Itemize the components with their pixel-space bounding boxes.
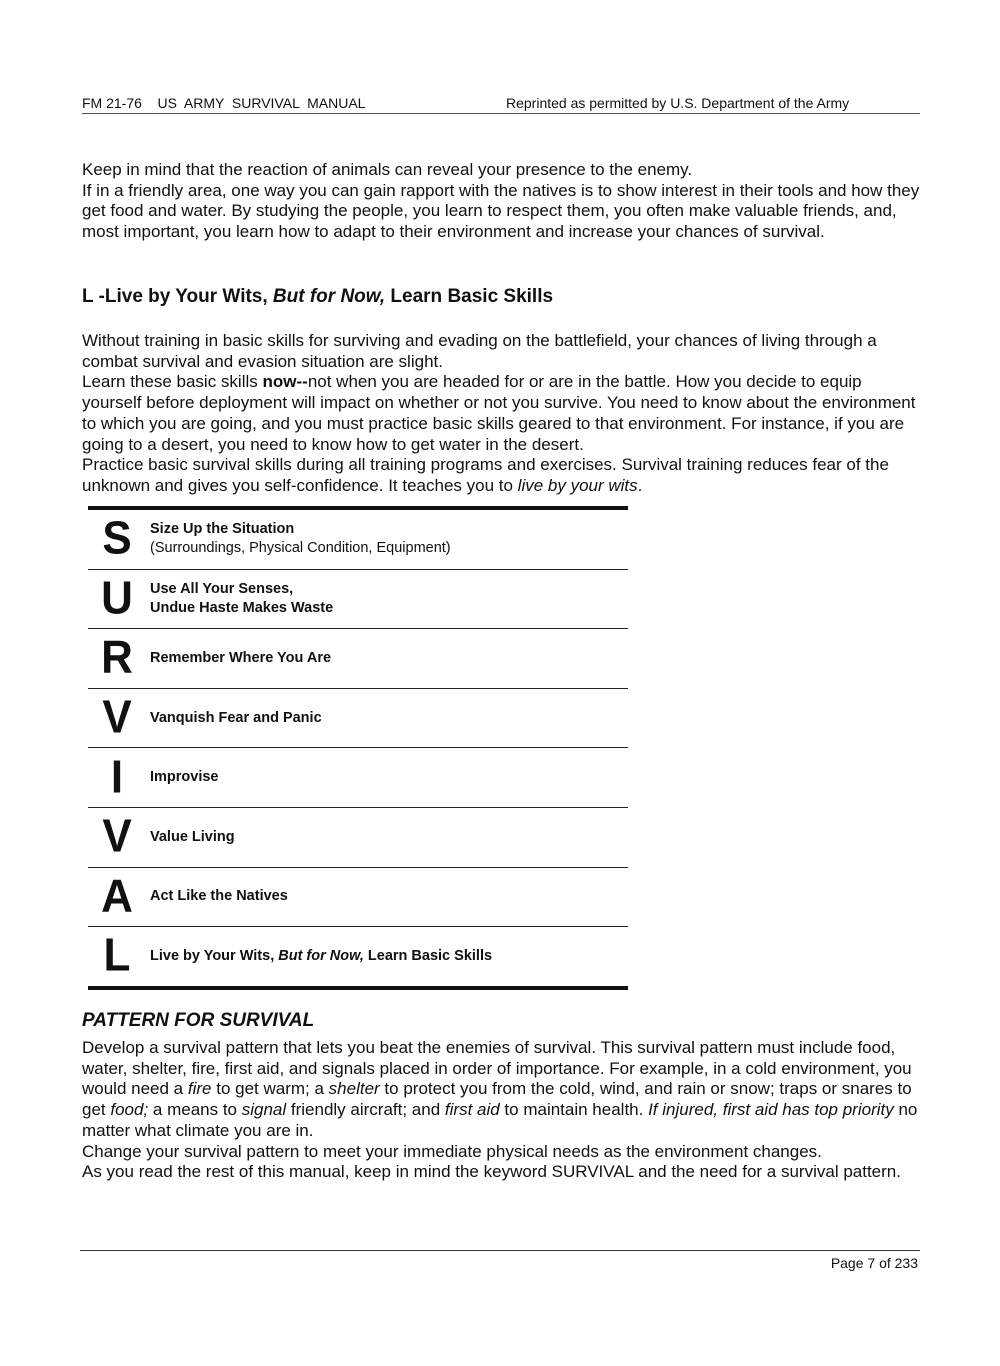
acronym-text: Vanquish Fear and Panic [150, 709, 322, 726]
text: Develop a survival pattern that lets you beat the enemies of survival. This survival pattern must include food, water, shelter, fire, first aid, and signals placed in order of importance. For example, in a cold environment, you would need a [82, 1038, 912, 1099]
survival-acronym-table [88, 506, 628, 990]
paragraph: Change your survival pattern to meet your immediate physical needs as the environment changes. [82, 1141, 822, 1161]
header-reprint: Reprinted as permitted by U.S. Department of the Army [506, 95, 850, 111]
text: Learn Basic Skills [363, 947, 493, 964]
intro-text [82, 160, 922, 243]
pattern-heading: PATTERN FOR SURVIVAL [82, 1010, 315, 1031]
acronym-text: Use All Your Senses, [150, 580, 294, 597]
footer-rule [80, 1250, 920, 1251]
acronym-text: Value Living [150, 828, 235, 845]
heading-part: L -Live by Your Wits, [82, 286, 273, 307]
text: . [637, 475, 643, 495]
acronym-subtext: (Surroundings, Physical Condition, Equipment) [150, 540, 451, 557]
paragraph: Keep in mind that the reaction of animals can reveal your presence to the enemy. [82, 160, 693, 179]
acronym-row [88, 807, 628, 867]
paragraph: Without training in basic skills for surviving and evading on the battlefield, your chances of living through a combat survival and evasion situation are slight. [82, 331, 877, 371]
text: a means to [148, 1100, 242, 1120]
acronym-row [88, 506, 628, 569]
italic-text: food; [110, 1100, 149, 1120]
acronym-text [150, 947, 492, 966]
header-title: FM 21-76 US ARMY SURVIVAL MANUAL [82, 95, 366, 111]
text: not when you are headed for or are in the battle. How you decide to equip yourself before deployment will impact on whether or not you survive. You need to know about the environment to which you are going, and you must practice basic skills geared to that environment. For instance, if you are going to a desert, you need to know how to get water in the desert. [82, 372, 916, 454]
acronym-letter: V [102, 811, 132, 863]
acronym-row [88, 747, 628, 807]
italic-text: shelter [328, 1079, 380, 1099]
text: to protect you from the cold, wind, and rain or snow; traps or snares to get [82, 1079, 912, 1120]
page-number: Page 7 of 233 [830, 1255, 918, 1271]
section-heading [82, 286, 553, 308]
italic-text: If injured, first aid has top priority [648, 1100, 894, 1120]
acronym-letter: U [101, 572, 133, 625]
acronym-text: Undue Haste Makes Waste [150, 599, 334, 616]
paragraph [82, 455, 922, 496]
heading-italic: But for Now, [272, 286, 386, 307]
acronym-letter: A [101, 870, 133, 923]
acronym-row [88, 628, 628, 688]
acronym-letter: L [103, 930, 131, 982]
italic-text: But for Now, [278, 947, 364, 964]
section-text [82, 331, 922, 497]
acronym-row [88, 569, 628, 629]
acronym-text: Act Like the Natives [150, 888, 288, 905]
paragraph [82, 372, 922, 455]
italic-text: live by your wits [517, 475, 638, 495]
acronym-text: Improvise [150, 769, 219, 786]
acronym-row [88, 926, 628, 986]
text: no matter what climate you are in. [82, 1100, 918, 1140]
bold-text: now-- [262, 372, 308, 392]
pattern-text [82, 1038, 922, 1183]
italic-text: signal [241, 1100, 287, 1120]
text: friendly aircraft; and [286, 1100, 445, 1120]
acronym-row [88, 867, 628, 927]
paragraph: As you read the rest of this manual, keep in mind the keyword SURVIVAL and the need for a survival pattern. [82, 1162, 901, 1182]
paragraph [82, 1038, 922, 1142]
heading-part: Learn Basic Skills [385, 286, 554, 307]
italic-text: first aid [444, 1100, 500, 1120]
text: Live by Your Wits, [150, 947, 279, 964]
acronym-letter: S [102, 513, 132, 565]
paragraph: If in a friendly area, one way you can gain rapport with the natives is to show interest in their tools and how they get food and water. By studying the people, you learn to respect them, you often make valuable friends, and, most important, you learn how to adapt to their environment and increase your chances of survival. [82, 180, 920, 242]
text: Practice basic survival skills during all training programs and exercises. Survival training reduces fear of the unknown and gives you self-confidence. It teaches you to [82, 455, 889, 495]
acronym-letter: I [110, 751, 124, 803]
acronym-letter: R [101, 632, 133, 684]
acronym-text: Size Up the Situation [150, 521, 295, 538]
text: Learn these basic skills [82, 372, 263, 392]
table-bottom-rule [88, 986, 628, 990]
acronym-row [88, 688, 628, 748]
text: to get warm; a [211, 1079, 329, 1099]
text: to maintain health. [499, 1100, 649, 1120]
acronym-text: Remember Where You Are [150, 649, 332, 666]
acronym-letter: V [102, 691, 132, 744]
italic-text: fire [187, 1079, 212, 1099]
page-header [82, 95, 920, 114]
